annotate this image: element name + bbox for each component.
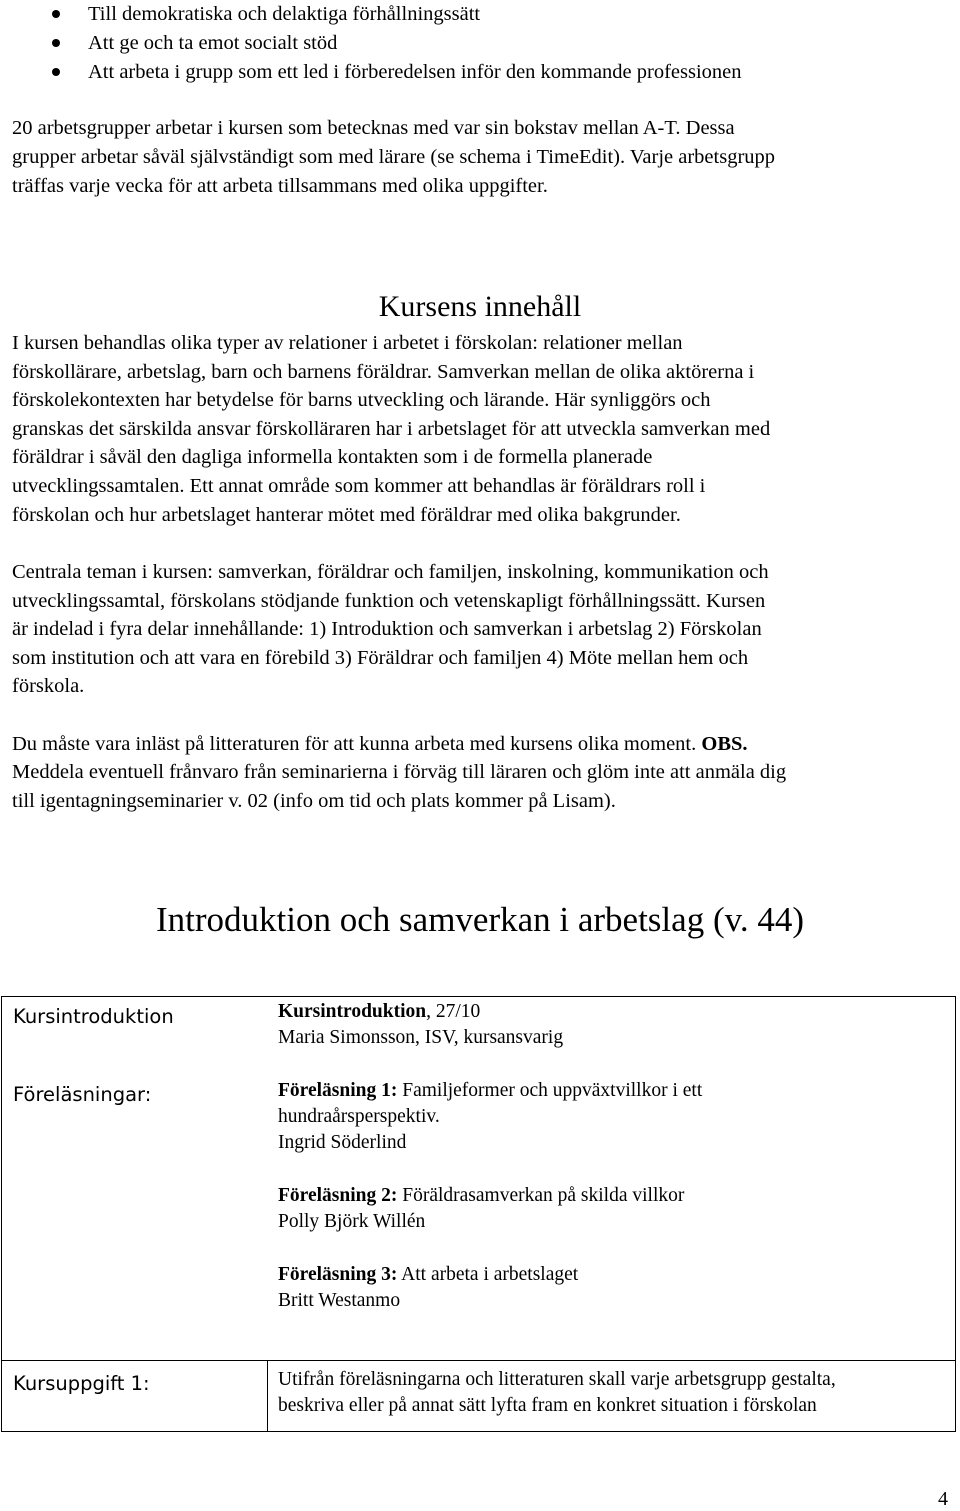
paragraph-line: till igentagningseminarier v. 02 (info om tid och plats kommer på Lisam). xyxy=(12,790,616,812)
lecture-2-lecturer: Polly Björk Willén xyxy=(278,1211,426,1232)
lecture-1-topic: Familjeformer och uppväxtvillkor i ett xyxy=(397,1080,703,1101)
table-border-bottom xyxy=(1,1431,956,1432)
lecture-3-title xyxy=(278,1262,578,1288)
paragraph-line: 20 arbetsgrupper arbetar i kursen som betecknas med var sin bokstav mellan A-T. Dessa xyxy=(12,117,735,139)
paragraph-line: I kursen behandlas olika typer av relationer i arbetet i förskolan: relationer mellan xyxy=(12,332,683,354)
lecture-2-label: Föreläsning 2: xyxy=(278,1185,398,1206)
kursuppgift-text-line: Utifrån föreläsningarna och litteraturen skall varje arbetsgrupp gestalta, xyxy=(278,1369,836,1390)
paragraph-line: granskas det särskilda ansvar förskolläraren har i arbetslaget för att utveckla samverkan med xyxy=(12,418,771,440)
paragraph-line xyxy=(12,730,952,759)
paragraph-line: föräldrar i såväl den dagliga informella kontakten som i de formella planerade xyxy=(12,446,653,468)
table-border-top xyxy=(1,996,956,997)
lecture-3-lecturer: Britt Westanmo xyxy=(278,1290,401,1311)
paragraph-line: förskolan och hur arbetslaget hanterar mötet med föräldrar med olika bakgrunder. xyxy=(12,504,681,526)
bullet-item: Till demokratiska och delaktiga förhållningssätt xyxy=(88,3,481,25)
schedule-table xyxy=(1,996,956,1432)
paragraph-line: förskollärare, arbetslag, barn och barnens föräldrar. Samverkan mellan de olika aktörerna i xyxy=(12,361,755,383)
page-number: 4 xyxy=(938,1488,948,1510)
lecture-1-label: Föreläsning 1: xyxy=(278,1080,398,1101)
lecture-3-label: Föreläsning 3: xyxy=(278,1264,398,1285)
kursuppgift-label: Kursuppgift 1: xyxy=(13,1372,150,1395)
table-row-divider xyxy=(1,1360,956,1361)
table-border-left xyxy=(1,996,2,1432)
forelasningar-label: Föreläsningar: xyxy=(13,1083,152,1106)
paragraph-line: förskolekontexten har betydelse för barns utveckling och lärande. Här synliggörs och xyxy=(12,389,711,411)
paragraph-line: är indelad i fyra delar innehållande: 1) Introduktion och samverkan i arbetslag 2) Förskolan xyxy=(12,618,762,640)
paragraph-line: utvecklingssamtal, förskolans stödjande funktion och vetenskapligt förhållningssätt. Kursen xyxy=(12,590,766,612)
lecture-1-title xyxy=(278,1078,702,1104)
lecture-2-title xyxy=(278,1183,684,1209)
paragraph-line: utvecklingssamtalen. Ett annat område som kommer att behandlas är föräldrars roll i xyxy=(12,475,706,497)
bullet-item: Att ge och ta emot socialt stöd xyxy=(88,32,338,54)
kursuppgift-text-line: beskriva eller på annat sätt lyfta fram en konkret situation i förskolan xyxy=(278,1395,817,1416)
part-heading: Introduktion och samverkan i arbetslag (v. 44) xyxy=(156,900,804,939)
bullet-item: Att arbeta i grupp som ett led i förberedelsen inför den kommande professionen xyxy=(88,61,742,83)
kursintroduktion-label: Kursintroduktion xyxy=(13,1005,174,1028)
kursintroduktion-person: Maria Simonsson, ISV, kursansvarig xyxy=(278,1027,564,1048)
lecture-3-topic: Att arbeta i arbetslaget xyxy=(397,1264,579,1285)
paragraph-line: träffas varje vecka för att arbeta tillsammans med olika uppgifter. xyxy=(12,175,548,197)
paragraph-line: Centrala teman i kursen: samverkan, föräldrar och familjen, inskolning, kommunikation och xyxy=(12,561,769,583)
paragraph-line: förskola. xyxy=(12,675,85,697)
kursintroduktion-title-bold: Kursintroduktion xyxy=(278,1001,427,1022)
paragraph-text: Du måste vara inläst på litteraturen för att kunna arbeta med kursens olika moment. xyxy=(12,733,697,755)
paragraph-line: Meddela eventuell frånvaro från seminarierna i förväg till läraren och glöm inte att anmäla dig xyxy=(12,761,787,783)
paragraph-line: grupper arbetar såväl självständigt som med lärare (se schema i TimeEdit). Varje arbetsgrupp xyxy=(12,146,776,168)
paragraph-line: som institution och att vara en förebild 3) Föräldrar och familjen 4) Möte mellan hem och xyxy=(12,647,749,669)
obs-note: OBS. xyxy=(701,733,748,755)
lecture-1-lecturer: Ingrid Söderlind xyxy=(278,1132,407,1153)
section-heading: Kursens innehåll xyxy=(378,290,582,323)
kursintroduktion-date: , 27/10 xyxy=(426,1001,481,1022)
table-border-right xyxy=(955,996,956,1432)
lecture-2-topic: Föräldrasamverkan på skilda villkor xyxy=(397,1185,685,1206)
kursintroduktion-title xyxy=(278,999,480,1025)
table-column-divider xyxy=(267,1360,268,1432)
lecture-1-topic-cont: hundraårsperspektiv. xyxy=(278,1106,440,1127)
